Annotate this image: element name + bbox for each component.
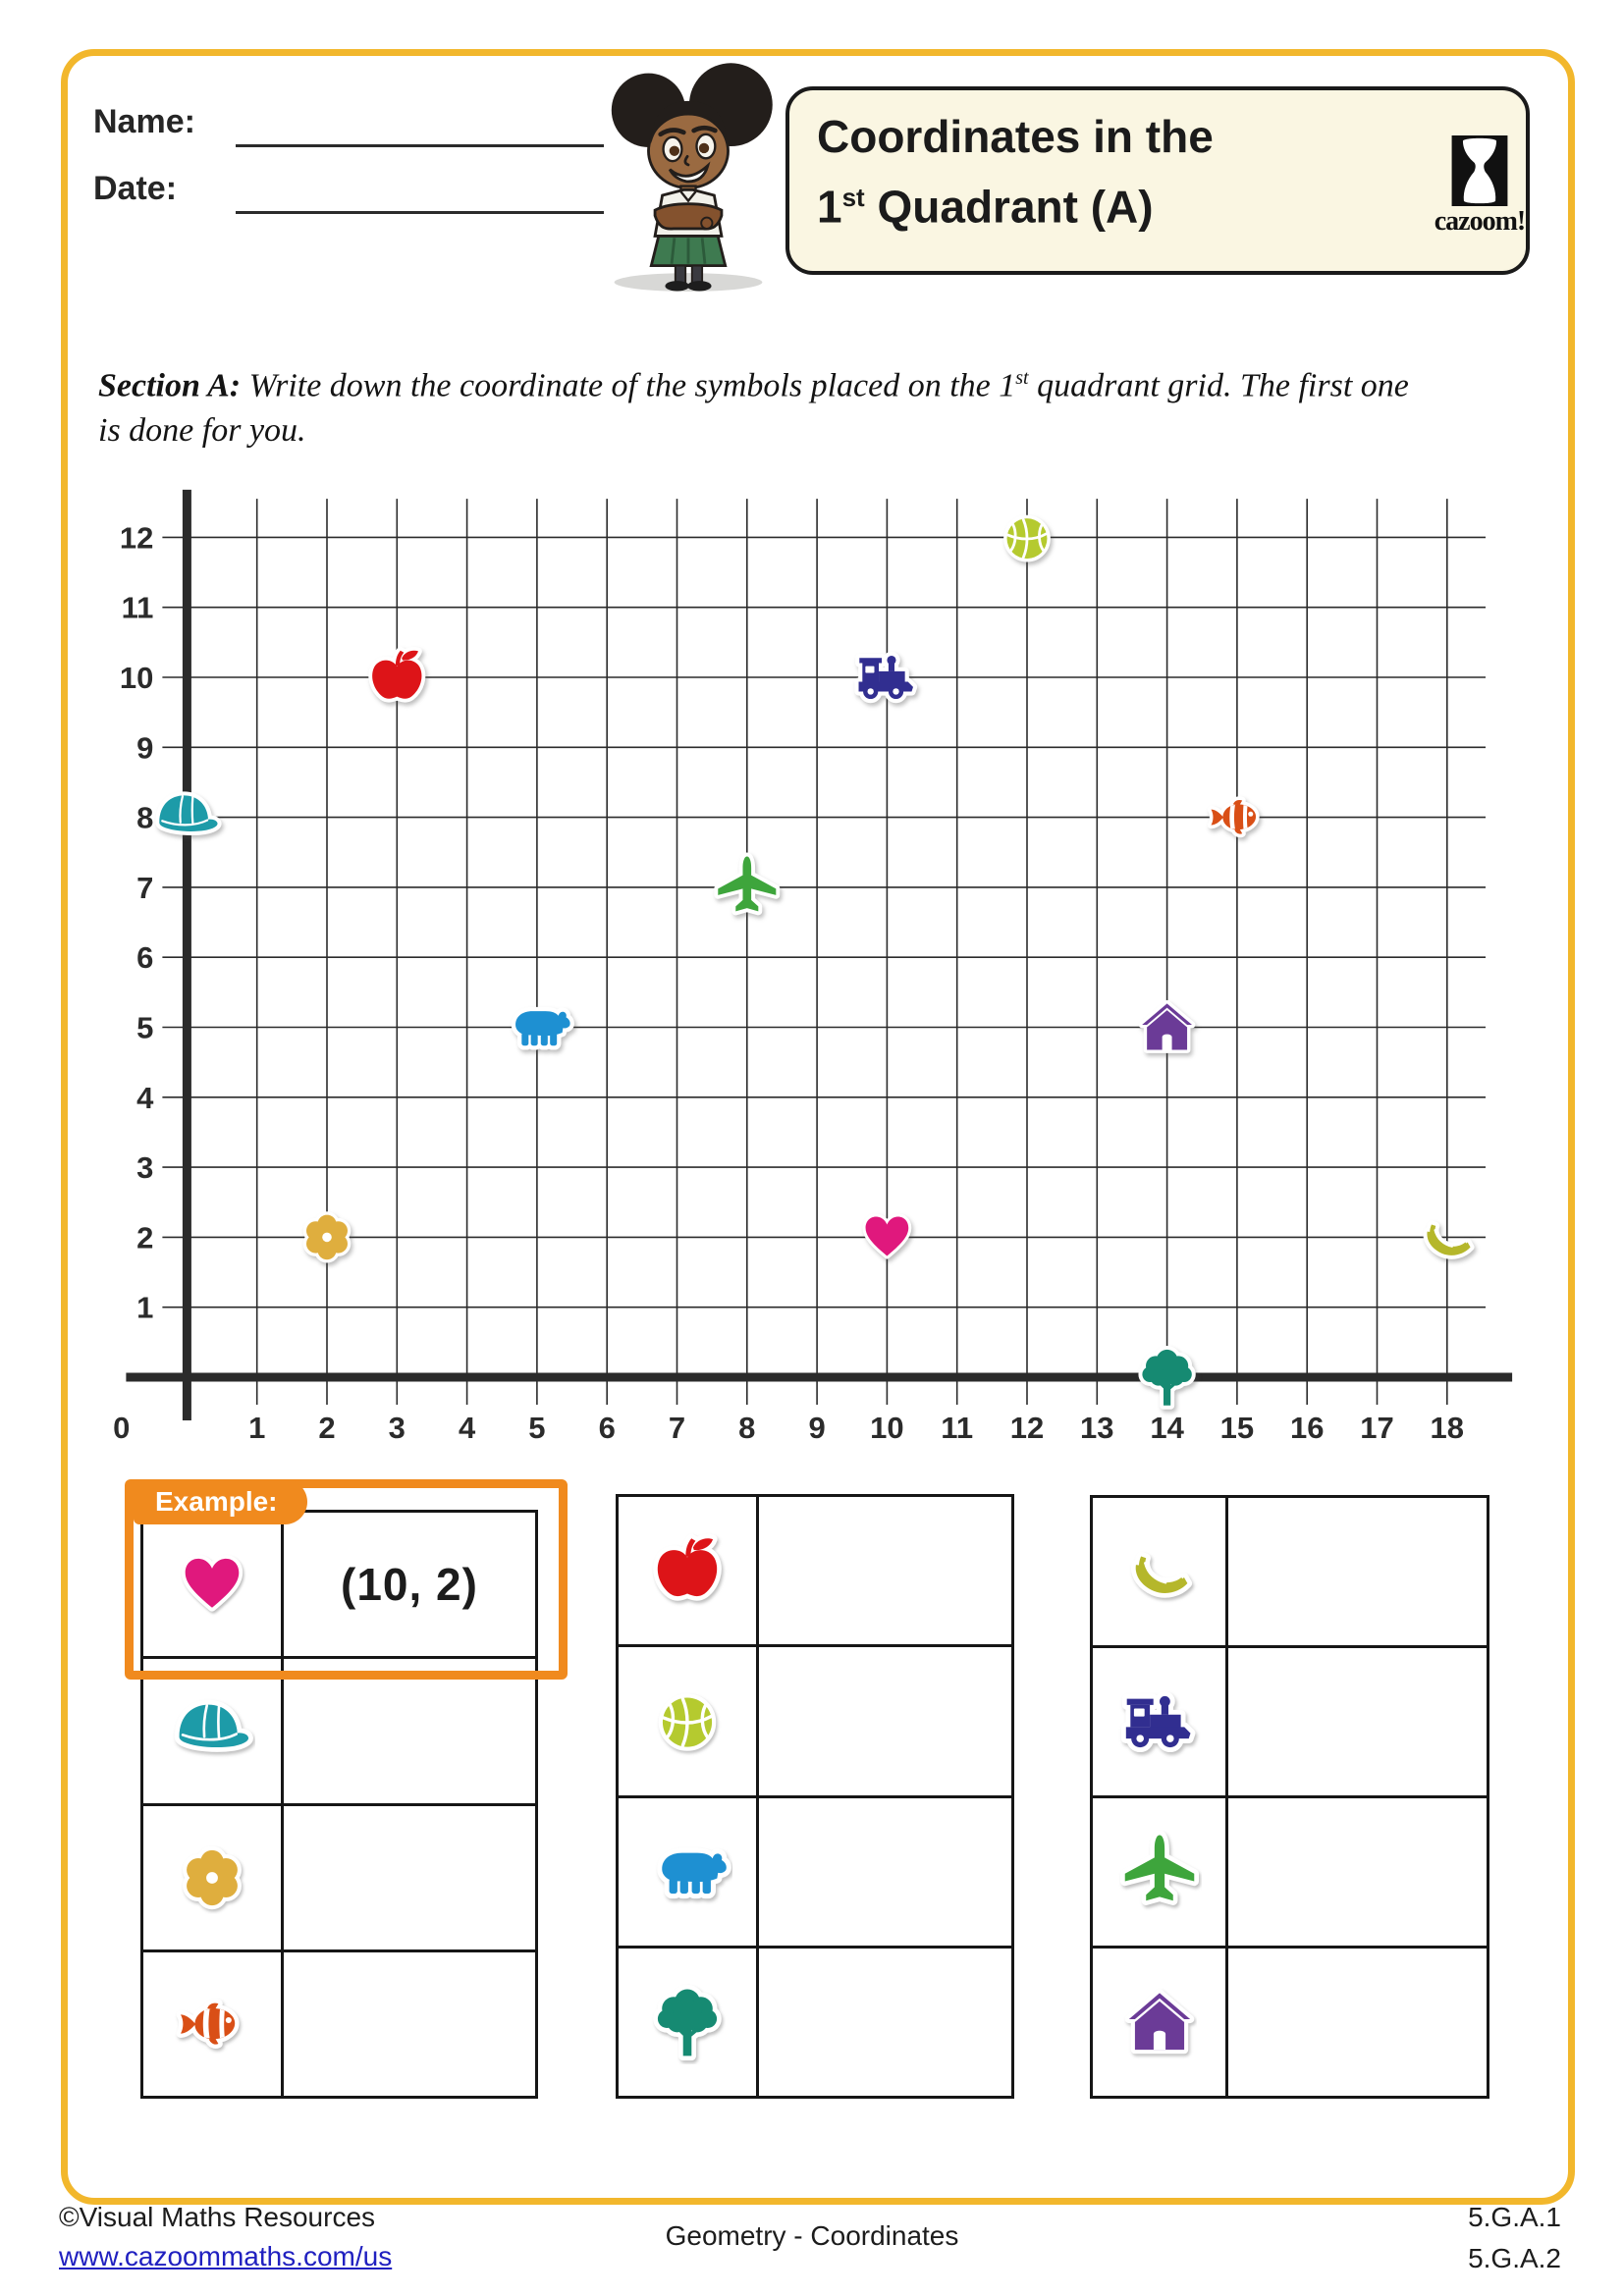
tick-label: 6 (136, 940, 154, 976)
instruction-part1: Write down the coordinate of the symbols placed on the 1 (241, 367, 1016, 404)
tick-label: 11 (121, 590, 154, 625)
heart-icon (866, 1217, 909, 1256)
date-label: Date: (93, 170, 178, 207)
answer-table (616, 1494, 1014, 2099)
section-a-label: Section A: (98, 367, 242, 404)
copyright-text: ©Visual Maths Resources (59, 2202, 376, 2232)
tick-label: 7 (136, 870, 154, 905)
tick-label: 10 (870, 1411, 904, 1445)
table-row (143, 1949, 535, 2096)
answer-cell[interactable] (1228, 1798, 1487, 1946)
basketball-icon (619, 1647, 759, 1794)
table-row (619, 1497, 1011, 1644)
footer-standards (1267, 2197, 1561, 2279)
tick-label: 5 (136, 1010, 154, 1045)
tick-label: 9 (136, 730, 154, 766)
train-icon (1093, 1648, 1228, 1795)
tick-label: 1 (136, 1290, 154, 1325)
tick-label: 0 (113, 1411, 131, 1445)
tick-label: 2 (136, 1220, 154, 1255)
instruction-sup: st (1015, 367, 1029, 389)
website-link[interactable]: www.cazoommaths.com/us (59, 2241, 393, 2271)
tick-label: 18 (1430, 1411, 1465, 1445)
airplane-icon (718, 856, 776, 911)
tick-label: 8 (136, 800, 154, 835)
tick-label: 12 (119, 520, 154, 556)
basketball-icon (1007, 518, 1048, 559)
house-icon (1142, 1003, 1192, 1049)
tick-label: 2 (318, 1411, 336, 1445)
table-row (1093, 1795, 1487, 1946)
banana-icon (1093, 1498, 1228, 1645)
answer-cell[interactable] (1228, 1949, 1487, 2096)
apple-icon (372, 651, 421, 699)
flower-icon (306, 1215, 348, 1260)
flower-icon (143, 1806, 284, 1949)
cap-icon (143, 1659, 284, 1802)
apple-icon (619, 1497, 759, 1644)
train-icon (859, 656, 913, 699)
table-row (619, 1795, 1011, 1946)
table-row (143, 1803, 535, 1949)
tick-label: 12 (1009, 1411, 1045, 1445)
tree-icon (619, 1949, 759, 2096)
tick-label: 7 (668, 1411, 686, 1445)
tick-label: 15 (1219, 1411, 1255, 1445)
tick-label: 11 (941, 1411, 974, 1445)
table-row (1093, 1498, 1487, 1645)
answer-cell[interactable] (1228, 1648, 1487, 1795)
table-row (619, 1644, 1011, 1794)
tick-label: 6 (598, 1411, 616, 1445)
tick-label: 14 (1150, 1411, 1184, 1445)
instruction-line2: is done for you. (98, 412, 306, 450)
logo-text: cazoom! (1434, 206, 1526, 237)
tick-label: 9 (808, 1411, 826, 1445)
tick-label: 5 (528, 1411, 546, 1445)
tick-label: 8 (738, 1411, 756, 1445)
airplane-icon (1093, 1798, 1228, 1946)
tick-label: 3 (136, 1150, 154, 1186)
banana-icon (1427, 1224, 1470, 1255)
standard-2: 5.G.A.2 (1468, 2243, 1561, 2273)
answer-cell[interactable] (759, 1647, 1011, 1794)
answer-cell[interactable] (284, 1806, 535, 1949)
answer-cell[interactable] (759, 1497, 1011, 1644)
cap-icon (159, 795, 217, 831)
house-icon (1093, 1949, 1228, 2096)
name-label: Name: (93, 103, 195, 140)
tick-label: 10 (119, 661, 154, 695)
clownfish-icon (1212, 800, 1257, 834)
footer-topic: Geometry - Coordinates (665, 2220, 959, 2251)
tree-icon (1142, 1350, 1191, 1406)
tick-label: 17 (1360, 1411, 1394, 1445)
answer-table (1090, 1495, 1489, 2099)
tick-label: 16 (1289, 1411, 1325, 1445)
answer-cell[interactable] (759, 1949, 1011, 2096)
title-line1: Coordinates in the (817, 111, 1214, 162)
answer-cell[interactable] (759, 1798, 1011, 1946)
instruction-part2: quadrant grid. The first one (1028, 367, 1409, 404)
table-row (619, 1946, 1011, 2096)
example-tab: Example: (134, 1479, 307, 1524)
tick-label: 4 (136, 1080, 154, 1115)
table-row (1093, 1946, 1487, 2096)
clownfish-icon (143, 1952, 284, 2096)
answer-cell[interactable] (284, 1952, 535, 2096)
bear-icon (619, 1798, 759, 1946)
answer-cell[interactable] (284, 1659, 535, 1802)
tick-label: 4 (458, 1411, 476, 1445)
title-line2-rest: Quadrant (A) (864, 181, 1154, 233)
tick-label: 1 (248, 1411, 266, 1445)
bear-icon (515, 1011, 570, 1045)
title-line2-num: 1 (817, 181, 842, 233)
standard-1: 5.G.A.1 (1468, 2202, 1561, 2232)
tick-label: 13 (1080, 1411, 1114, 1445)
table-row (1093, 1645, 1487, 1795)
tick-label: 3 (388, 1411, 406, 1445)
answer-cell[interactable] (1228, 1498, 1487, 1645)
title-line2-sup: st (841, 183, 865, 212)
example-answer-cell[interactable]: (10, 2) (341, 1559, 478, 1611)
